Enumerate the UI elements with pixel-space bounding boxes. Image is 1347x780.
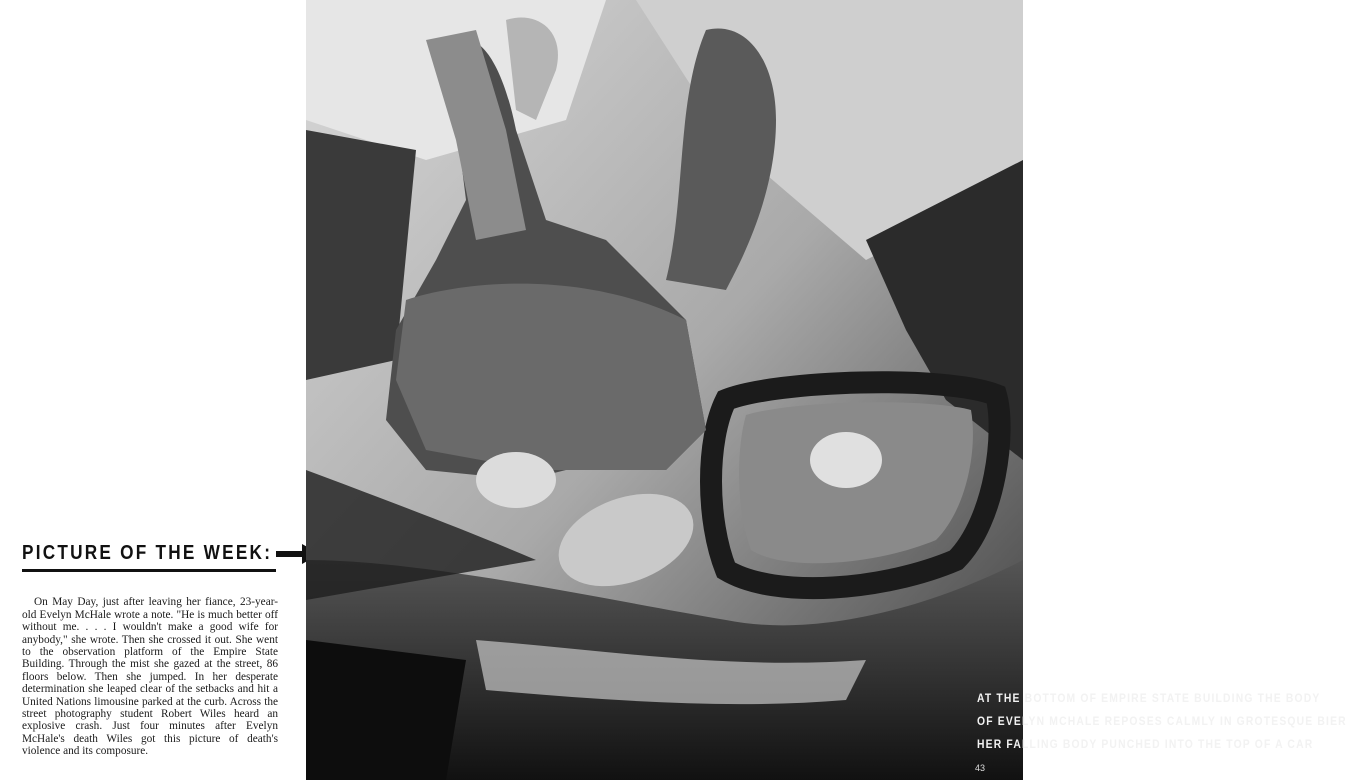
- caption-line: HER FALLING BODY PUNCHED INTO THE TOP OF A CAR: [977, 739, 1314, 751]
- article-column: [0, 0, 306, 780]
- photo-illustration: [306, 0, 1023, 780]
- article-headline: [22, 541, 302, 565]
- headline-rule: [22, 569, 276, 572]
- photograph: [306, 0, 1347, 780]
- caption-line: OF EVELYN MCHALE REPOSES CALMLY IN GROTESQUE BIER: [977, 716, 1347, 728]
- photo-caption: [977, 688, 1347, 757]
- article-body: On May Day, just after leaving her fiance, 23-year-old Evelyn McHale wrote a note. "He is much better off without me. . . . I wouldn't make a good wife for anybody," she wrote. Then she crossed it out. She went to the observation platform of the Empire State Building. Through the mist she gazed at the street, 86 floors below. Then she jumped. In her desperate determination she leaped clear of the setbacks and hit a United Nations limousine parked at the curb. Across the street photography student Robert Wiles heard an explosive crash. Just four minutes after Evelyn McHale's death Wiles got this picture of death's violence and its composure.: [22, 596, 278, 758]
- page-number: 43: [975, 763, 986, 773]
- caption-line: AT THE BOTTOM OF EMPIRE STATE BUILDING THE BODY: [977, 693, 1321, 705]
- headline-text: PICTURE OF THE WEEK:: [22, 542, 273, 564]
